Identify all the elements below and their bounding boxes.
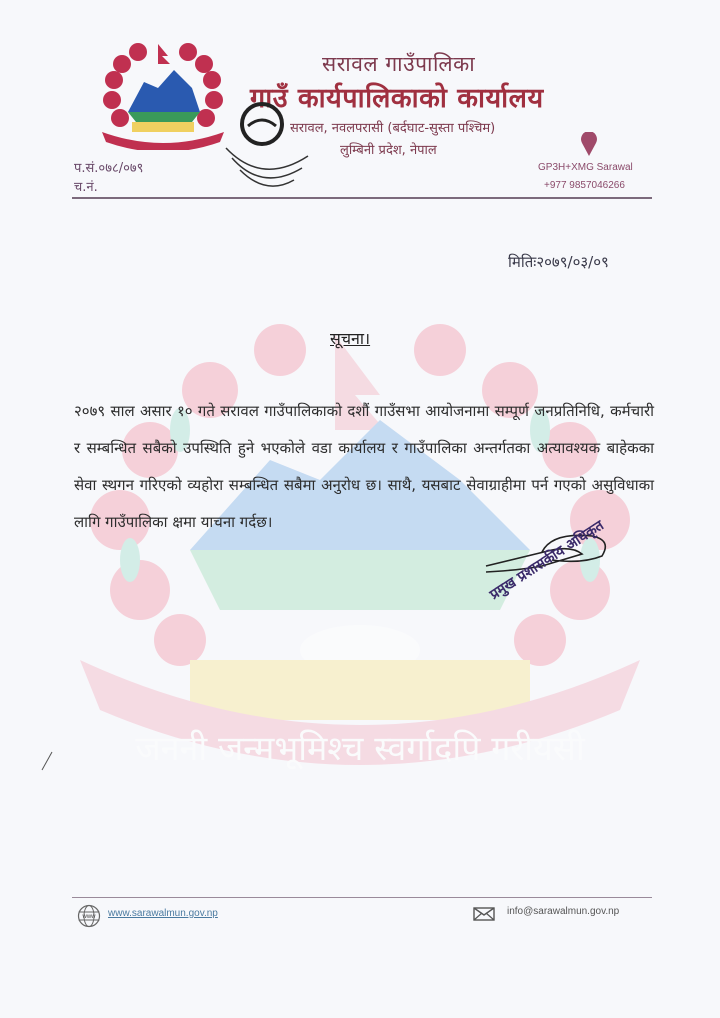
address-line-2: लुम्बिनी प्रदेश, नेपाल <box>340 143 437 158</box>
website-link[interactable]: www.sarawalmun.gov.np <box>108 908 218 919</box>
mail-icon <box>473 907 495 921</box>
pen-mark <box>40 750 54 772</box>
header-divider <box>72 197 652 199</box>
svg-text:www: www <box>82 914 96 920</box>
svg-text:जननी जन्मभूमिश्च स्वर्गादपि गर: जननी जन्मभूमिश्च स्वर्गादपि गरीयसी <box>135 729 585 769</box>
location-pin-icon <box>580 132 598 156</box>
notice-paragraph: २०७९ साल असार १० गते सरावल गाउँपालिकाको दशौं गाउँसभा आयोजनामा सम्पूर्ण जनप्रतिनिधि, कर्मचारी र सम्बन्धित सबैको उपस्थिति हुने भएकोले वडा कार्यालय र गाउँपालिका अन्तर्गतका अत्यावश्यक बाहेकका सेवा स्थगन गरिएको व्यहोरा सम्बन्धित सबैमा अनुरोध छ। साथै, यसबाट सेवाग्राहीमा पर्न गएको असुविधाका लागि गाउँपालिका क्षमा याचना गर्दछ। <box>74 402 654 531</box>
notice-body <box>74 393 654 541</box>
office-title: गाउँ कार्यपालिकाको कार्यालय <box>250 83 544 114</box>
signatory-designation: प्रमुख प्रशासकीय अधिकृत <box>487 517 607 604</box>
plus-code: GP3H+XMG Sarawal <box>538 162 633 173</box>
email-link[interactable]: info@sarawalmun.gov.np <box>507 906 620 917</box>
reference-number: प.सं.०७८/०७९ <box>74 161 144 176</box>
office-stamp <box>212 96 322 196</box>
notice-title: सूचना। <box>330 329 371 348</box>
phone-number[interactable]: +977 9857046266 <box>544 180 625 191</box>
municipality-name: सरावल गाउँपालिका <box>322 52 476 76</box>
dispatch-number: च.नं. <box>74 180 98 195</box>
document-date: मितिः२०७९/०३/०९ <box>508 253 609 271</box>
globe-www-icon <box>77 904 101 928</box>
address-line-1: सरावल, नवलपरासी (बर्दघाट-सुस्ता पश्चिम) <box>290 121 496 136</box>
footer-divider <box>72 897 652 898</box>
